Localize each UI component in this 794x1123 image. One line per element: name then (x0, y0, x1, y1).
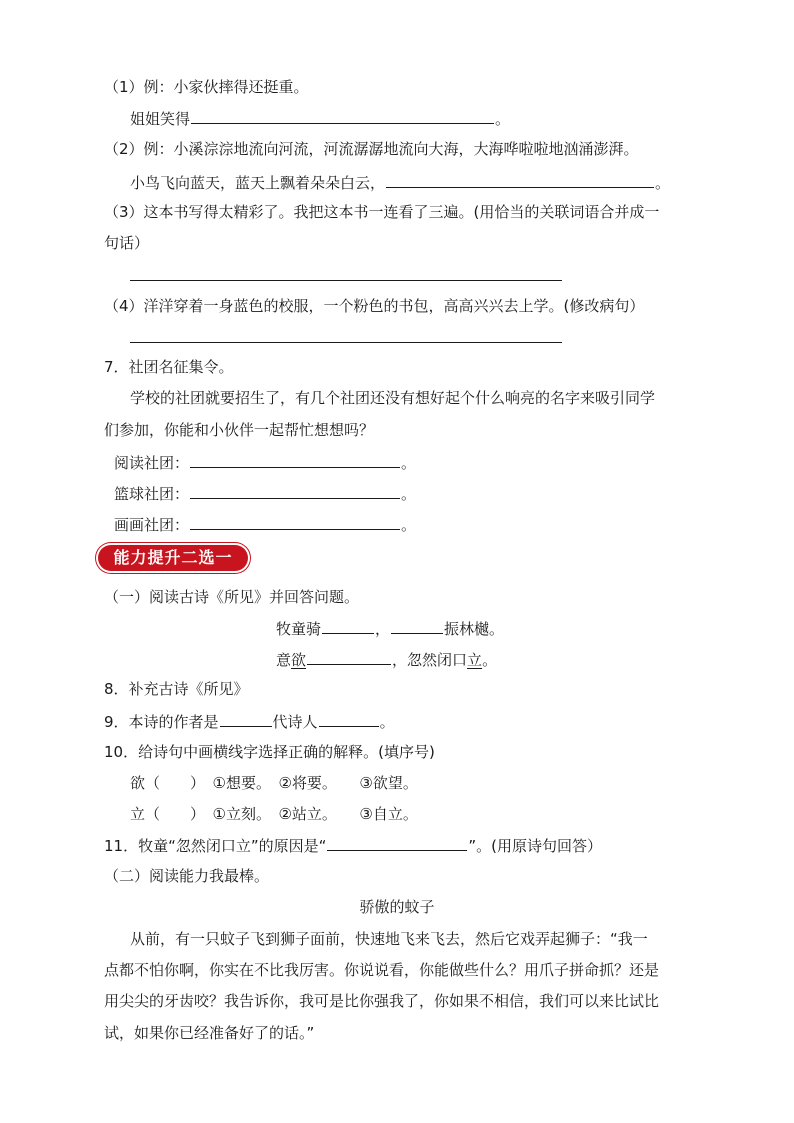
q7-club-reading-label: 阅读社团： (114, 454, 190, 472)
q6-item2-blank[interactable] (386, 172, 654, 188)
q7-club-basketball (114, 483, 416, 504)
q9-poet-blank[interactable] (319, 711, 379, 727)
q7-club-basketball-blank[interactable] (190, 483, 400, 499)
poem-line-2 (276, 649, 497, 670)
story-line-4: 试，如果你已经准备好了的话。” (104, 1024, 315, 1042)
poem-line-1-blank-1[interactable] (322, 618, 374, 634)
part1-heading: （一）阅读古诗《所见》并回答问题。 (104, 588, 360, 606)
q6-item3-answer-rule[interactable] (130, 280, 562, 281)
q6-item2-answer-line (130, 172, 670, 193)
q6-item4-text: （4）洋洋穿着一身蓝色的校服，一个粉色的书包，高高兴兴去上学。(修改病句） (104, 297, 645, 315)
poem-line-2-c: 。 (482, 651, 498, 669)
q7-club-painting (114, 514, 416, 535)
q9-c: 。 (379, 713, 395, 731)
q7-club-basketball-label: 篮球社团： (114, 485, 190, 503)
q7-paragraph: 学校的社团就要招生了，有几个社团还没有想好起个什么响亮的名字来吸引同学 (130, 389, 656, 407)
q10-option-li[interactable]: 立（ ） ①立刻。 ②站立。 ③自立。 (130, 805, 418, 823)
poem-line-2-b: ，忽然闭口 (392, 651, 468, 669)
q6-item1-example: （1）例：小家伙摔得还挺重。 (104, 78, 309, 96)
part2-heading: （二）阅读能力我最棒。 (104, 867, 270, 885)
q11-a: 11．牧童“忽然闭口立”的原因是“ (104, 837, 327, 855)
q10-text: 10．给诗句中画横线字选择正确的解释。(填序号) (104, 743, 435, 761)
poem-line-1-c: 振林樾。 (444, 620, 505, 638)
q7-club-painting-blank[interactable] (190, 514, 400, 530)
q7-club-painting-label: 画画社团： (114, 516, 190, 534)
poem-line-1 (276, 618, 504, 639)
section-banner: 能力提升二选一 (98, 545, 248, 571)
q9-dynasty-blank[interactable] (220, 711, 272, 727)
poem-line-1-a: 牧童骑 (276, 620, 322, 638)
poem-word-yu: 欲 (291, 651, 307, 669)
poem-line-2-a: 意 (276, 651, 292, 669)
q7-club-reading-blank[interactable] (190, 452, 400, 468)
q9-a: 9．本诗的作者是 (104, 713, 219, 731)
poem-word-li: 立 (467, 651, 483, 669)
q9-b: 代诗人 (272, 713, 318, 731)
q6-item3-text-cont: 句话） (104, 234, 150, 252)
q11-b: ”。(用原诗句回答） (468, 837, 603, 855)
q6-item3-text: （3）这本书写得太精彩了。我把这本书一连看了三遍。(用恰当的关联词语合并成一 (104, 203, 660, 221)
q7-club-reading (114, 452, 416, 473)
q7-club-painting-end: 。 (401, 516, 417, 534)
story-line-1: 从前，有一只蚊子飞到狮子面前，快速地飞来飞去，然后它戏弄起狮子：“我一 (130, 930, 648, 948)
q7-title: 7．社团名征集令。 (104, 358, 234, 376)
q8-text: 8．补充古诗《所见》 (104, 680, 249, 698)
q6-item2-prompt: 小鸟飞向蓝天，蓝天上飘着朵朵白云， (130, 174, 386, 192)
q7-paragraph-cont: 们参加，你能和小伙伴一起帮忙想想吗？ (104, 421, 375, 439)
q6-item1-end: 。 (495, 110, 511, 128)
q6-item1-prompt: 姐姐笑得 (130, 110, 191, 128)
story-line-2: 点都不怕你啊，你实在不比我厉害。你说说看，你能做些什么？用爪子拼命抓？还是 (104, 961, 660, 979)
q6-item1-answer-line (130, 108, 510, 129)
story-title: 骄傲的蚊子 (359, 898, 435, 916)
poem-line-1-b: ， (375, 620, 391, 638)
poem-line-2-blank[interactable] (307, 649, 391, 665)
q6-item1-blank[interactable] (191, 108, 494, 124)
q6-item2-end: 。 (655, 174, 671, 192)
q6-item2-example: （2）例：小溪淙淙地流向河流，河流潺潺地流向大海，大海哗啦啦地汹涌澎湃。 (104, 140, 639, 158)
q7-club-reading-end: 。 (401, 454, 417, 472)
q11-blank[interactable] (327, 835, 467, 851)
q11-line (104, 835, 602, 856)
story-line-3: 用尖尖的牙齿咬？我告诉你，我可是比你强我了，你如果不相信，我们可以来比试比 (104, 992, 660, 1010)
q10-option-yu[interactable]: 欲（ ） ①想要。 ②将要。 ③欲望。 (130, 774, 418, 792)
q9-line (104, 711, 395, 732)
q6-item4-answer-rule[interactable] (130, 342, 562, 343)
poem-line-1-blank-2[interactable] (391, 618, 443, 634)
q7-club-basketball-end: 。 (401, 485, 417, 503)
